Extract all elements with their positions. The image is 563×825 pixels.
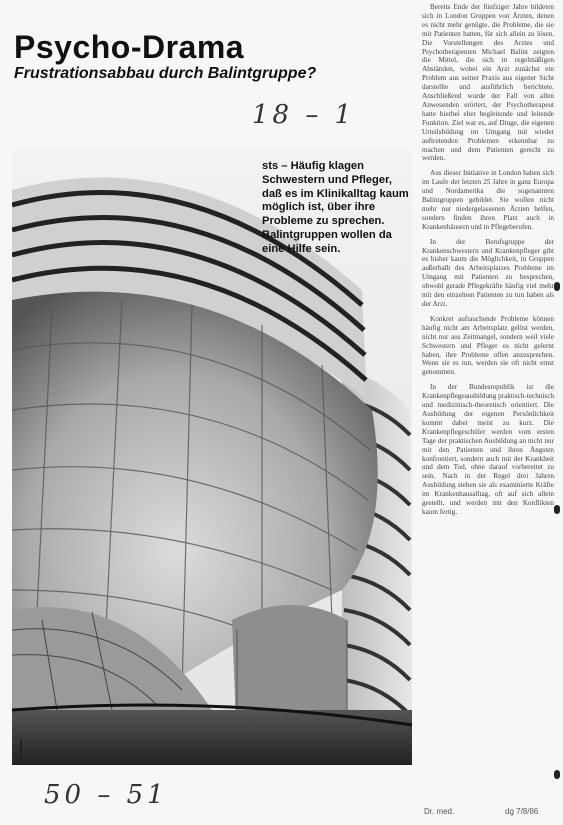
footer-source: Dr. med.: [424, 807, 455, 816]
binder-hole-mark: [554, 505, 560, 514]
article-paragraph: In der Berufsgruppe der Krankenschwestern und Krankenpfleger gibt es bisher kaum die Möglichkeit, in Gruppen außerhalb des Arbeitsplatzes Probleme im Umgang mit Patienten zu besprechen, obwohl gerade Pflegekräfte häufig viel mehr mit den einzelnen Patienten zu tun haben als der Arzt.: [422, 237, 554, 308]
article-paragraph: Bereits Ende der fünfziger Jahre bildeten sich in London Gruppen von Ärzten, denen es nicht mehr genügte, die Probleme, die sie mit Patienten hatten, für sich allein zu lösen. Die Vorstellungen des Arztes und Psychotherapeuten Michael Balint zeigten die Mittel, die sich in regelmäßigen Abständen, wobei ein Arzt zunächst ein Problem aus seiner Praxis aus eigener Sicht darstellte und ausführlich berichtete. Anschließend wurde der Fall von allen Anwesenden erörtert, der Psychotherapeut hatte hierbei eher begleitende und leitende Funktion. Ziel war es, auf Dinge, die eigenen Urteilsbildung im Umgang mit wieder auftretenden Problemen erkennbar zu machen und dem Patienten gerecht zu werden.: [422, 3, 554, 163]
page-title: Psycho-Drama: [14, 29, 245, 65]
article-paragraph: In der Bundesrepublik ist die Krankenpflegeausbildung praktisch-technisch und medizinisch-theoretisch orientiert. Die Ausbildung der eigenen Persönlichkeit kommt dabei meist zu kurz. Die Krankenpflegeschüler werden vom ersten Tage der praktischen Ausbildung an nicht nur mit den Patienten und ihren Ängsten konfrontiert, sondern auch mit der Krankheit und dem Tod, ohne darauf vorbereitet zu sein. Nach in der Regel drei Jahren Ausbildung stehen sie als examinierte Kräfte im Krankenhausalltag, oft auf sich allein gestellt, und werden mit den Konflikten kaum fertig.: [422, 383, 554, 516]
binder-hole-mark: [554, 282, 560, 291]
handwritten-note-bottom: 50 – 51: [44, 780, 168, 810]
article-body-column: [422, 3, 554, 803]
binder-hole-mark: [554, 770, 560, 779]
article-intro: sts – Häufig klagen Schwestern und Pfleger, daß es im Klinikalltag kaum möglich ist, über ihre Probleme zu sprechen. Balintgruppen wollen da eine Hilfe sein.: [262, 160, 409, 255]
page-subtitle: Frustrationsabbau durch Balintgruppe?: [14, 65, 317, 82]
article-paragraph: Aus dieser Initiative in London haben sich im Laufe der letzten 25 Jahre in ganz Europa und Nordamerika die sogenannten Balintgruppen gebildet. Sie wollen nicht mehr nur niedergelassenen Ärzten helfen, sondern finden ihren Platz auch in Krankenhäusern und in Pflegeberufen.: [422, 169, 554, 231]
article-paragraph: Konkret auftauchende Probleme können häufig nicht am Arbeitsplatz gelöst werden, nicht nur aus Zeitmangel, sondern weil viele Schwestern und Pfleger es nicht gelernt haben, ihre Probleme offen anzusprechen. Wenn sie es tun, werden sie oft nicht ernst genommen.: [422, 314, 554, 377]
handwritten-note-top: 18 – 1: [252, 100, 356, 130]
footer-issue: dg 7/8/86: [505, 807, 539, 816]
